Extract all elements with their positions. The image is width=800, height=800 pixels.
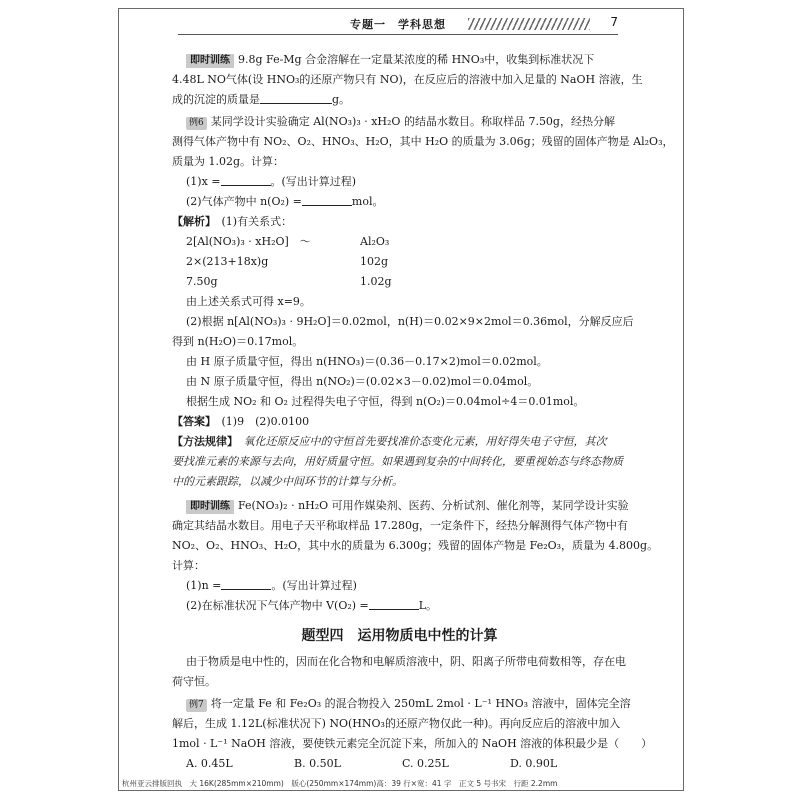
practice2-q2-blank[interactable]	[369, 599, 419, 610]
analysis-step6: 根据生成 NO₂ 和 O₂ 过程得失电子守恒，得到 n(O₂)＝0.04mol÷4＝0.01mol。	[186, 395, 585, 408]
analysis-step4: 由 H 原子质量守恒，得出 n(HNO₃)＝(0.36－0.17×2)mol＝0.02mol。	[186, 355, 548, 368]
analysis-step3: 得到 n(H₂O)＝0.17mol。	[172, 335, 304, 348]
example7-line3: 1mol · L⁻¹ NaOH 溶液，要使铁元素完全沉淀下来，所加入的 NaOH 溶液的体积最少是（ ）	[172, 737, 653, 750]
example7-text1: 将一定量 Fe 和 Fe₂O₃ 的混合物投入 250mL 2mol · L⁻¹ HNO₃ 溶液中，固体完全溶	[210, 697, 631, 710]
practice1-text3a: 成的沉淀的质量是	[172, 93, 260, 106]
example6-q1-note: 。(写出计算过程)	[270, 175, 357, 188]
analysis-relation-row1	[186, 234, 389, 250]
example7-tag: 例7	[186, 699, 207, 712]
example6-q2-label: (2)气体产物中 n(O₂) =	[186, 195, 302, 208]
practice2-tag: 即时训练	[186, 500, 234, 514]
relation-r3c1: 7.50g	[186, 275, 218, 288]
method-line3: 中的元素跟踪，以减少中间环节的计算与分析。	[172, 475, 403, 488]
practice2-q2	[186, 598, 437, 614]
analysis-intro	[172, 214, 292, 230]
practice1-text1: 9.8g Fe-Mg 合金溶解在一定量某浓度的稀 HNO₃中，收集到标准状况下	[238, 53, 595, 66]
practice2-q1-note: 。(写出计算过程)	[271, 579, 357, 592]
method-line1	[172, 434, 607, 450]
answer-text: (1)9 (2)0.0100	[221, 415, 310, 428]
analysis-relation-row2	[186, 254, 388, 270]
example6-q1	[186, 174, 356, 190]
example6-q2	[186, 194, 383, 210]
method-tag: 【方法规律】	[172, 435, 233, 448]
analysis-step5: 由 N 原子质量守恒，得出 n(NO₂)＝(0.02×3－0.02)mol＝0.04mol。	[186, 375, 539, 388]
relation-r3c2: 1.02g	[360, 275, 392, 288]
example6-line1	[186, 114, 615, 130]
answer-tag: 【答案】	[172, 415, 211, 428]
practice2-q1	[186, 578, 357, 594]
example7-line1	[186, 696, 631, 712]
choice-b[interactable]: B. 0.50L	[294, 757, 341, 770]
example6-tag: 例6	[186, 117, 207, 130]
practice1-answer-blank[interactable]	[260, 93, 332, 104]
analysis-step1: 由上述关系式可得 x=9。	[186, 295, 311, 308]
practice1-tag: 即时训练	[186, 54, 234, 68]
example6-q2-blank[interactable]	[302, 195, 352, 206]
example6-line2: 测得气体产物中有 NO₂、O₂、HNO₃、H₂O，其中 H₂O 的质量为 3.06g；残留的固体产物是 Al₂O₃，	[172, 135, 674, 148]
choice-c[interactable]: C. 0.25L	[402, 757, 449, 770]
relation-r2c2: 102g	[360, 255, 389, 268]
page-number: 7	[610, 15, 618, 29]
practice1-text3b: g。	[332, 93, 351, 106]
practice1-line2: 4.48L NO气体(设 HNO₃的还原产物只有 NO)，在反应后的溶液中加入足量的 NaOH 溶液，生	[172, 73, 643, 86]
page-header	[178, 14, 618, 38]
example7-line2: 解后，生成 1.12L(标准状况下) NO(HNO₃的还原产物仅此一种)。再向反应后的溶液中加入	[172, 717, 621, 730]
relation-r1c2: Al₂O₃	[360, 235, 390, 248]
analysis-intro-text: (1)有关系式：	[221, 215, 293, 228]
practice2-q2-label: (2)在标准状况下气体产物中 V(O₂) =	[186, 599, 369, 612]
answer-line	[172, 414, 309, 430]
practice2-text1: Fe(NO₃)₂ · nH₂O 可用作媒染剂、医药、分析试剂、催化剂等，某同学设计实验	[238, 499, 629, 512]
choice-d[interactable]: D. 0.90L	[510, 757, 558, 770]
practice1-line1	[186, 52, 594, 68]
practice2-line4: 计算：	[172, 559, 205, 572]
practice2-q2-unit: L。	[418, 599, 438, 612]
example6-q2-unit: mol。	[351, 195, 384, 208]
section4-para2: 荷守恒。	[172, 675, 216, 688]
analysis-relation-row3	[186, 274, 392, 290]
choice-a[interactable]: A. 0.45L	[186, 757, 233, 770]
example7-choices	[186, 756, 616, 772]
method-line2: 要找准元素的来源与去向，用好质量守恒。如果遇到复杂的中间转化，要重视始态与终态物质	[172, 455, 623, 468]
practice2-q1-label: (1)n =	[186, 579, 222, 592]
print-footer: 杭州亚云排版回执 大 16K(285mm×210mm) 版心(250mm×174mm)高：39 行×宽：41 字 正文 5 号书宋 行距 2.2mm	[122, 779, 558, 788]
section4-para1: 由于物质是电中性的，因而在化合物和电解质溶液中，阴、阳离子所带电荷数相等，存在电	[186, 655, 626, 668]
section4-title: 题型四 运用物质电中性的计算	[301, 628, 498, 644]
practice2-line1	[186, 498, 629, 514]
example6-line3: 质量为 1.02g。计算：	[172, 155, 285, 168]
example6-q1-blank[interactable]	[221, 175, 271, 186]
header-topic: 专题一 学科思想	[350, 18, 446, 31]
practice1-line3	[172, 92, 350, 108]
practice2-line3: NO₂、O₂、HNO₃、H₂O，其中水的质量为 6.300g；残留的固体产物是 Fe₂O₃，质量为 4.800g。	[172, 539, 659, 552]
relation-r1c1: 2[Al(NO₃)₃ · xH₂O] ～	[186, 235, 311, 248]
relation-r2c1: 2×(213+18x)g	[186, 255, 269, 268]
header-rule	[178, 34, 618, 35]
analysis-step2: (2)根据 n[Al(NO₃)₃ · 9H₂O]＝0.02mol，n(H)＝0.02×9×2mol＝0.36mol，分解反应后	[186, 315, 634, 328]
practice2-line2: 确定其结晶水数目。用电子天平称取样品 17.280g，一定条件下，经热分解测得气体产物中有	[172, 519, 629, 532]
header-hatch-decoration	[468, 18, 590, 30]
method-text1: 氧化还原反应中的守恒首先要找准价态变化元素，用好得失电子守恒，其次	[243, 435, 607, 448]
example6-text1: 某同学设计实验确定 Al(NO₃)₃ · xH₂O 的结晶水数目。称取样品 7.50g，经热分解	[210, 115, 615, 128]
analysis-tag: 【解析】	[172, 215, 211, 228]
practice2-q1-blank[interactable]	[221, 579, 271, 590]
example6-q1-label: (1)x =	[186, 175, 221, 188]
